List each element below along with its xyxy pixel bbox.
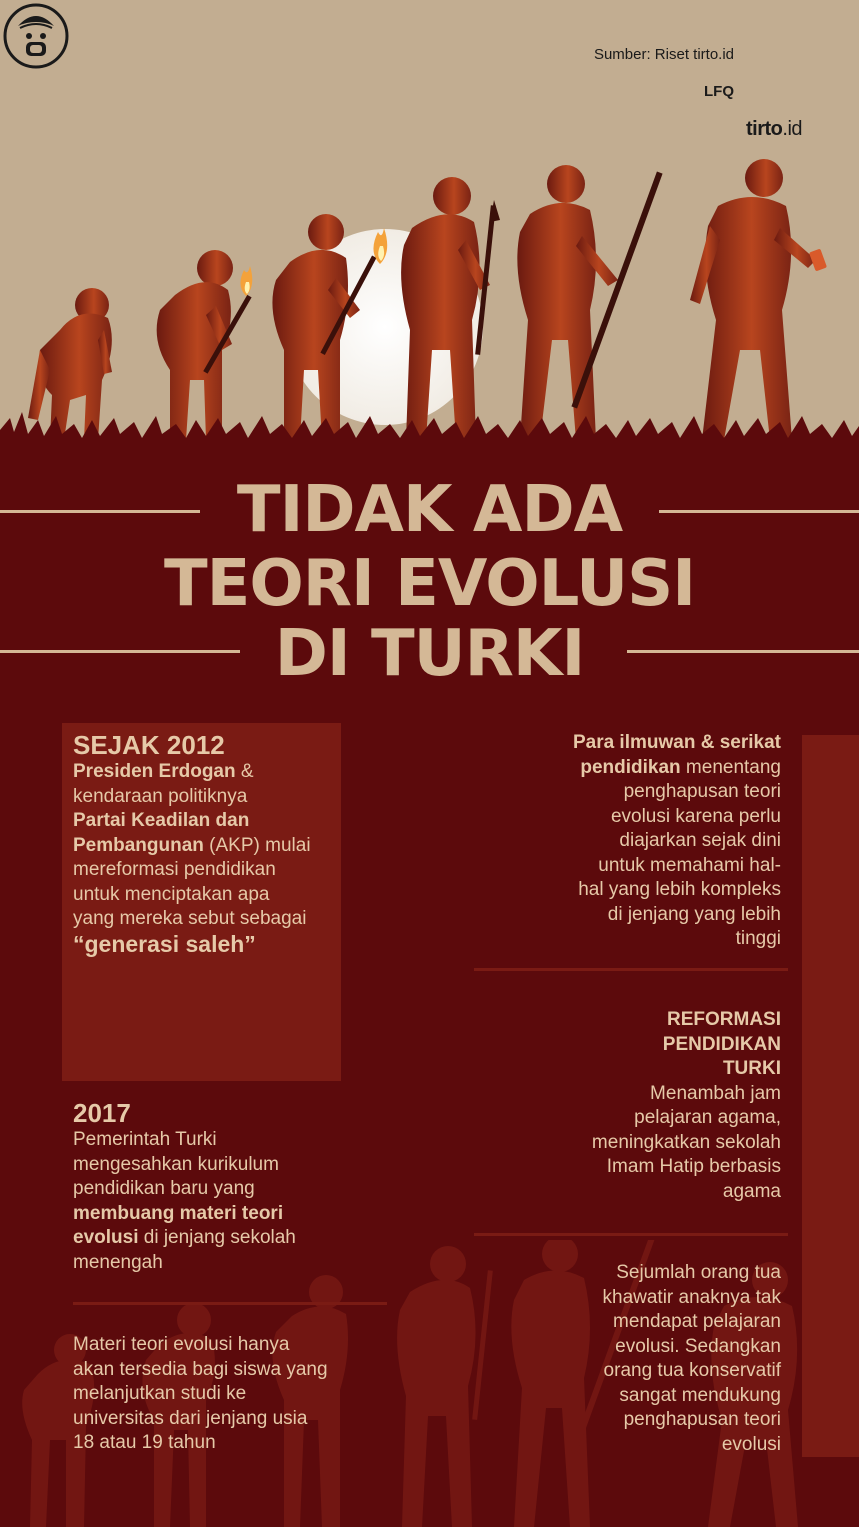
logo-main: tirto [746,118,783,140]
figure-early-human [157,250,252,440]
line: penghapusan teori [623,1409,781,1430]
title-line-2: TEORI EVOLUSI [163,547,696,621]
line: diajarkan sejak dini [619,830,781,851]
heading-pendidikan: PENDIDIKAN [662,1033,781,1055]
bold-materi: membuang materi teori [73,1202,284,1224]
section-education-reform [520,1008,781,1204]
section-since-2012 [73,730,343,956]
title-line-1: TIDAK ADA [236,473,623,547]
line: Sejumlah orang tua [616,1262,781,1283]
line: melanjutkan studi ke [73,1383,247,1404]
line: Pemerintah Turki [73,1129,217,1150]
credits [594,46,734,100]
text-fragment: (AKP) mulai [203,834,311,856]
heading-since-2012: SEJAK 2012 [73,730,225,760]
title-rule-left-bottom [0,650,240,653]
bold-erdogan: Presiden Erdogan [73,761,236,782]
line: 18 atau 19 tahun [73,1432,216,1453]
section-parents [520,1261,781,1457]
hero-illustration [0,0,859,460]
title-block [0,468,859,691]
line [73,760,343,785]
line [73,1226,373,1251]
line: agama [722,1180,781,1202]
line: meningkatkan sekolah [591,1131,781,1153]
section-university [73,1333,373,1456]
line: orang tua konservatif [603,1360,781,1381]
line [520,756,781,781]
line: Menambah jam [650,1082,781,1104]
line [73,809,343,834]
line: Imam Hatip berbasis [606,1156,781,1177]
divider-right-2 [474,1233,788,1236]
line: pendidikan baru yang [73,1178,255,1199]
line: penghapusan teori [623,781,781,802]
line [520,731,781,756]
divider-right-1 [474,968,788,971]
bold-scientists: Para ilmuwan & serikat [572,732,781,753]
grass-ground [0,412,859,460]
line: evolusi [721,1433,781,1455]
figure-modern-human [690,159,827,440]
bold-party: Partai Keadilan dan [73,810,250,831]
heading-2017: 2017 [73,1098,131,1128]
heading-turki: TURKI [722,1058,781,1079]
bold-party-2: Pembangunan [73,834,204,856]
line: untuk memahami hal- [598,854,781,876]
line: mendapat pelajaran [613,1311,781,1332]
line [520,1008,781,1033]
line: tinggi [735,928,781,949]
line: menengah [73,1251,163,1273]
title-rule-right-bottom [627,650,859,653]
line: untuk menciptakan apa [73,883,270,905]
line: yang mereka sebut sebagai [73,908,307,929]
line: Materi teori evolusi hanya [73,1334,290,1355]
title-line-3: DI TURKI [274,617,585,691]
heading-reformasi: REFORMASI [667,1009,781,1030]
text-fragment: di jenjang sekolah [138,1227,296,1248]
line: mereformasi pendidikan [73,859,276,880]
source-credit: Sumber: Riset tirto.id [593,46,734,63]
mascot-logo-icon [0,0,72,96]
bold-evolusi: evolusi [73,1227,139,1248]
divider-left [73,1302,387,1305]
logo-suffix: .id [782,118,803,140]
line: di jenjang yang lebih [607,903,781,925]
line: kendaraan politiknya [73,785,248,807]
section-2017 [73,1098,373,1275]
text-fragment: & [235,761,254,782]
line: pelajaran agama, [634,1107,781,1128]
line: khawatir anaknya tak [602,1286,781,1308]
line: akan tersedia bagi siswa yang [73,1358,328,1380]
text-fragment: menentang [680,756,781,778]
line [73,834,343,859]
line: evolusi karena perlu [610,805,781,827]
figure-neanderthal [401,177,500,440]
section-scientists [520,731,781,952]
figure-homo-sapiens [517,165,662,440]
quote-generasi-saleh: “generasi saleh” [73,930,256,957]
figure-ape [28,288,112,440]
line: sangat mendukung [619,1384,781,1406]
author-credit: LFQ [704,83,734,100]
line [520,1057,781,1082]
line: hal yang lebih kompleks [578,879,781,900]
line: evolusi. Sedangkan [615,1335,781,1357]
line: universitas dari jenjang usia [73,1407,308,1429]
logo-wordmark [746,118,802,141]
line [73,1202,373,1227]
line: mengesahkan kurikulum [73,1153,279,1175]
bold-education: pendidikan [580,756,681,778]
line [520,1033,781,1058]
